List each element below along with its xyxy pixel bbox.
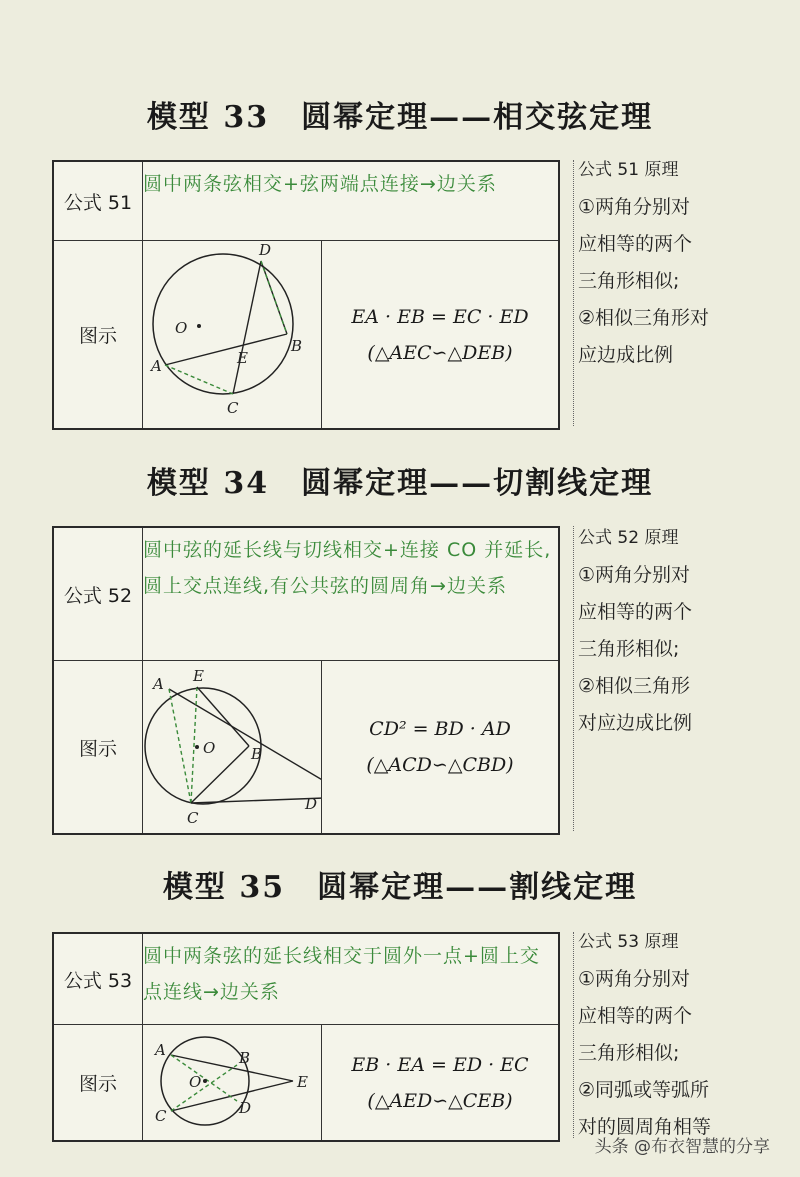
principle-line: 对应边成比例 [578, 712, 693, 734]
point-D-label: D [239, 1099, 252, 1117]
principle-line: ①两角分别对 [578, 968, 691, 990]
side-divider [573, 932, 574, 1138]
point-A-label: A [153, 675, 164, 693]
model-34-principle [578, 520, 778, 742]
figure-diagram [143, 241, 322, 428]
point-B-label: B [239, 1049, 251, 1067]
model-35-title: 模型 35 圆幂定理——割线定理 [162, 870, 638, 905]
formula-description: 圆中两条弦相交+弦两端点连接→边关系 [143, 173, 497, 195]
figure-diagram [143, 1025, 322, 1140]
figure-diagram [143, 661, 322, 833]
principle-line: 对的圆周角相等 [578, 1116, 712, 1138]
formula-similarity: (△AEC∽△DEB) [367, 341, 513, 364]
formula-description: 圆中两条弦的延长线相交于圆外一点+圆上交点连线→边关系 [143, 945, 540, 1003]
point-C-label: C [227, 399, 239, 417]
model-33-card [52, 160, 560, 430]
point-D-label: D [305, 795, 318, 813]
formula-label: 公式 53 [54, 934, 143, 1024]
point-C-label: C [187, 809, 199, 827]
principle-line: 三角形相似; [578, 638, 680, 660]
formula-equation: EB · EA = ED · EC [351, 1053, 529, 1076]
side-divider [573, 526, 574, 831]
principle-line: 三角形相似; [578, 270, 680, 292]
principle-line: ②相似三角形 [578, 675, 691, 697]
point-A-label: A [155, 1041, 166, 1059]
principle-line: 应相等的两个 [578, 1005, 693, 1027]
point-A-label: A [151, 357, 162, 375]
principle-line: ②相似三角形对 [578, 307, 710, 329]
formula-box [322, 1025, 558, 1140]
model-33-title: 模型 33 圆幂定理——相交弦定理 [146, 100, 654, 135]
watermark-footer: 头条 @布衣智慧的分享 [594, 1137, 770, 1157]
principle-line: 应边成比例 [578, 344, 674, 366]
side-divider [573, 160, 574, 426]
formula-similarity: (△ACD∽△CBD) [366, 754, 514, 776]
principle-line: ①两角分别对 [578, 564, 691, 586]
formula-description: 圆中弦的延长线与切线相交+连接 CO 并延长,圆上交点连线,有公共弦的圆周角→边关系 [143, 539, 552, 597]
point-E-label: E [297, 1073, 308, 1091]
point-D-label: D [259, 241, 272, 259]
principle-line: 三角形相似; [578, 1042, 680, 1064]
model-34-card [52, 526, 560, 835]
formula-similarity: (△AED∽△CEB) [367, 1089, 513, 1112]
model-33-principle [578, 152, 778, 374]
principle-heading: 公式 51 原理 [578, 160, 679, 180]
figure-label: 图示 [54, 1025, 143, 1140]
formula-box [322, 241, 558, 428]
point-O-label: O [175, 319, 188, 337]
point-E-label: E [237, 349, 248, 367]
principle-heading: 公式 53 原理 [578, 932, 679, 952]
point-B-label: B [251, 745, 263, 763]
point-O-label: O [203, 739, 216, 757]
figure-label: 图示 [54, 661, 143, 833]
principle-line: ①两角分别对 [578, 196, 691, 218]
principle-line: 应相等的两个 [578, 601, 693, 623]
formula-box [322, 661, 558, 833]
point-O-label: O [189, 1073, 202, 1091]
principle-line: 应相等的两个 [578, 233, 693, 255]
principle-heading: 公式 52 原理 [578, 528, 679, 548]
point-E-label: E [193, 667, 204, 685]
figure-label: 图示 [54, 241, 143, 428]
formula-equation: CD² = BD · AD [369, 718, 511, 740]
point-B-label: B [291, 337, 303, 355]
model-35-principle [578, 924, 778, 1146]
formula-label: 公式 52 [54, 528, 143, 660]
principle-line: ②同弧或等弧所 [578, 1079, 710, 1101]
model-35-card [52, 932, 560, 1142]
formula-equation: EA · EB = EC · ED [351, 305, 529, 328]
point-C-label: C [155, 1107, 167, 1125]
model-34-title: 模型 34 圆幂定理——切割线定理 [146, 466, 654, 501]
formula-label: 公式 51 [54, 162, 143, 240]
